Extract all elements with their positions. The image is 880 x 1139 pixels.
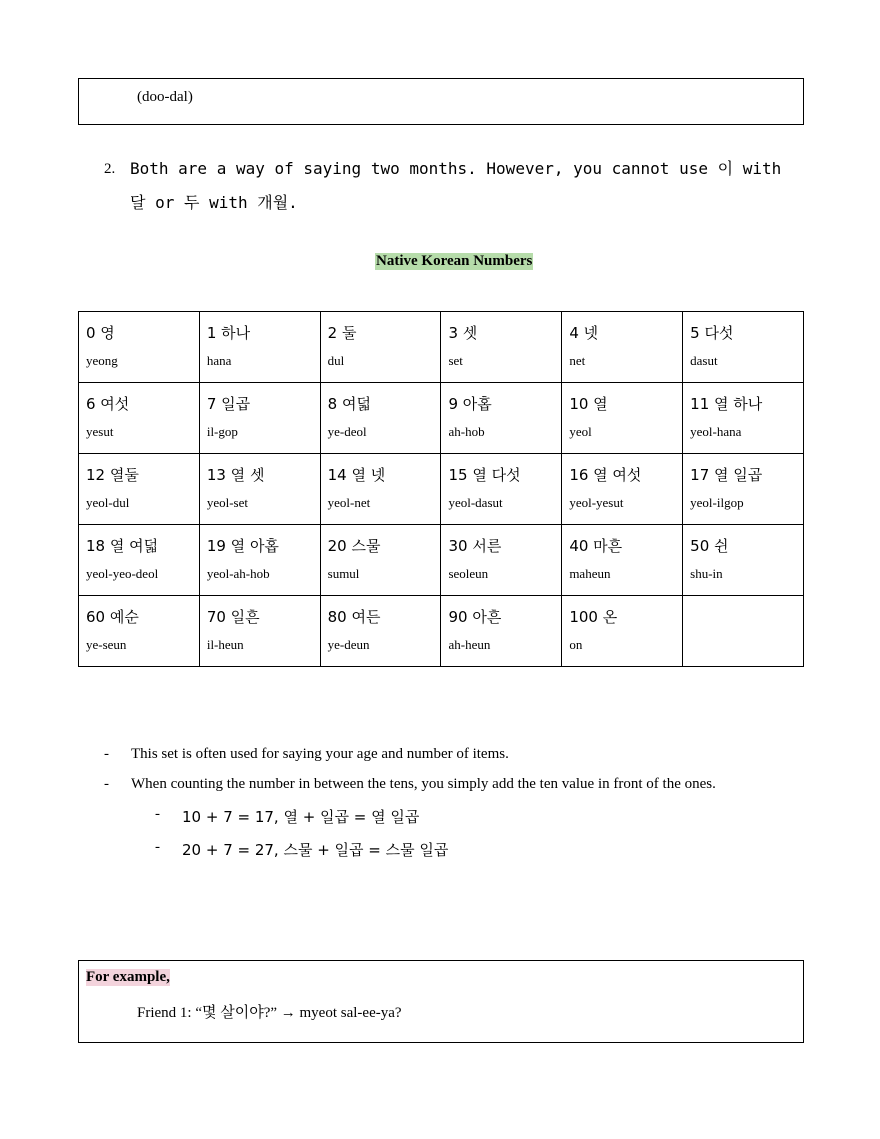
romanization: dul [327, 353, 345, 368]
korean-number: 17 열 일곱 [690, 466, 763, 484]
korean-number: 3 셋 [448, 324, 478, 342]
romanization: yeol-dul [86, 495, 130, 510]
romanization: on [569, 637, 583, 652]
romanization: yeol-hana [690, 424, 742, 439]
romanization: yeol-yesut [569, 495, 624, 510]
romanization: yeol-set [206, 495, 248, 510]
romanization: shu-in [690, 566, 723, 581]
table-cell [441, 454, 562, 525]
pronunciation-box [78, 78, 804, 125]
korean-number: 2 둘 [327, 324, 357, 342]
korean-number: 100 온 [569, 608, 618, 626]
table-cell [562, 525, 683, 596]
korean-number: 5 다섯 [690, 324, 734, 342]
romanization: ye-deol [327, 424, 367, 439]
korean-number: 4 넷 [569, 324, 599, 342]
table-cell [683, 596, 804, 667]
romanization: il-gop [206, 424, 238, 439]
romanization: dasut [690, 353, 718, 368]
romanization: yeol-yeo-deol [86, 566, 159, 581]
korean-number: 10 열 [569, 395, 608, 413]
table-cell [199, 312, 320, 383]
table-row [79, 312, 804, 383]
example-label: For example, [86, 969, 170, 985]
pronunciation-text: (doo-dal) [137, 89, 193, 105]
korean-number: 0 영 [86, 324, 115, 342]
korean-number: 6 여섯 [86, 395, 130, 413]
korean-number: 50 쉰 [690, 537, 729, 555]
romanization: yeol [569, 424, 592, 439]
romanization: ye-seun [86, 637, 127, 652]
table-cell [199, 454, 320, 525]
table-cell [441, 525, 562, 596]
table-cell [79, 454, 200, 525]
table-cell [441, 383, 562, 454]
table-cell [562, 383, 683, 454]
romanization: yeol-ilgop [690, 495, 744, 510]
section-heading: Native Korean Numbers [376, 253, 533, 269]
table-cell [320, 596, 441, 667]
bullet-text: When counting the number in between the tens, you simply add the ten value in front of the ones. [131, 776, 716, 792]
korean-number: 9 아홉 [448, 395, 492, 413]
bullet-dash: - [155, 839, 160, 855]
table-row [79, 383, 804, 454]
romanization: seoleun [448, 566, 489, 581]
romanization: yeol-ah-hob [206, 566, 270, 581]
table-cell [562, 312, 683, 383]
romanization: ah-heun [448, 637, 491, 652]
bullet-text: 20 + 7 = 27, 스물 + 일곱 = 스물 일곱 [182, 841, 449, 859]
romanization: yesut [86, 424, 114, 439]
table-cell [320, 454, 441, 525]
korean-number: 16 열 여섯 [569, 466, 642, 484]
table-cell [683, 383, 804, 454]
korean-number: 1 하나 [206, 324, 251, 342]
table-cell [562, 596, 683, 667]
bullet-dash: - [155, 806, 160, 822]
table-cell [79, 383, 200, 454]
table-cell [79, 525, 200, 596]
korean-number: 80 여든 [327, 608, 381, 626]
table-row [79, 525, 804, 596]
bullet-dash: - [104, 746, 109, 762]
numbers-table [78, 311, 804, 667]
romanization: yeol-net [327, 495, 371, 510]
korean-number: 11 열 하나 [690, 395, 763, 413]
korean-number: 19 열 아홉 [206, 537, 279, 555]
romanization: il-heun [206, 637, 244, 652]
table-cell [79, 596, 200, 667]
romanization: maheun [569, 566, 611, 581]
korean-number: 7 일곱 [206, 395, 251, 413]
table-cell [683, 312, 804, 383]
korean-number: 8 여덟 [327, 395, 371, 413]
bullet-dash: - [104, 776, 109, 792]
bullet-text: 10 + 7 = 17, 열 + 일곱 = 열 일곱 [182, 808, 420, 826]
table-cell [320, 312, 441, 383]
romanization: hana [206, 353, 232, 368]
example-line: Friend 1: “몇 살이야?” → myeot sal-ee-ya? [137, 1005, 402, 1021]
korean-number: 90 아흔 [448, 608, 502, 626]
table-cell [441, 596, 562, 667]
table-cell [320, 383, 441, 454]
table-cell [683, 454, 804, 525]
table-cell [683, 525, 804, 596]
table-cell [320, 525, 441, 596]
korean-number: 70 일흔 [206, 608, 260, 626]
korean-number: 14 열 넷 [327, 466, 386, 484]
numbered-item-2 [104, 152, 804, 220]
romanization: yeong [86, 353, 118, 368]
table-cell [199, 525, 320, 596]
table-cell [441, 312, 562, 383]
table-row [79, 596, 804, 667]
korean-number: 60 예순 [86, 608, 139, 626]
bullet-text: This set is often used for saying your age and number of items. [131, 746, 509, 762]
korean-number: 20 스물 [327, 537, 381, 555]
korean-number: 18 열 여덟 [86, 537, 159, 555]
item-text: Both are a way of saying two months. However, you cannot use 이 with 달 or 두 with 개월. [130, 159, 782, 212]
table-cell [199, 383, 320, 454]
table-cell [199, 596, 320, 667]
korean-number: 13 열 셋 [206, 466, 265, 484]
romanization: ye-deun [327, 637, 370, 652]
item-number: 2. [104, 161, 116, 177]
table-row [79, 454, 804, 525]
romanization: sumul [327, 566, 360, 581]
romanization: yeol-dasut [448, 495, 503, 510]
korean-number: 30 서른 [448, 537, 502, 555]
korean-number: 40 마흔 [569, 537, 623, 555]
korean-number: 12 열둘 [86, 466, 139, 484]
table-cell [562, 454, 683, 525]
romanization: ah-hob [448, 424, 485, 439]
romanization: set [448, 353, 463, 368]
table-cell [79, 312, 200, 383]
romanization: net [569, 353, 586, 368]
korean-number: 15 열 다섯 [448, 466, 521, 484]
example-box [78, 960, 804, 1043]
